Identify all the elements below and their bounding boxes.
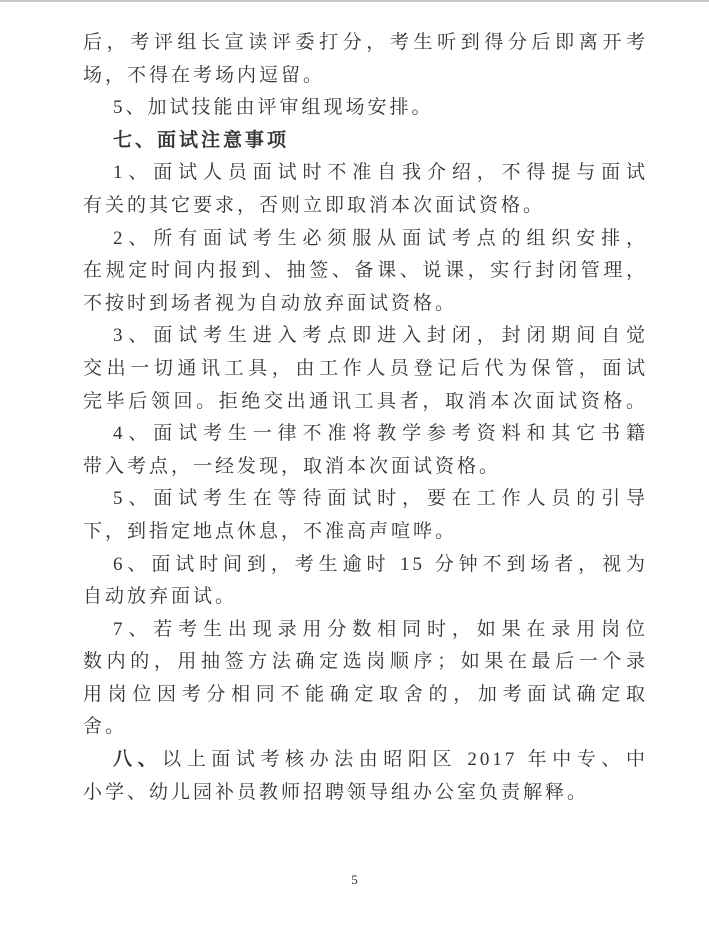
scan-top-edge: [0, 0, 709, 2]
text-segment: 5、加试技能由评审组现场安排。: [113, 97, 434, 119]
text-line: [83, 679, 648, 712]
text-line: [83, 418, 648, 451]
text-line: [83, 288, 648, 321]
text-line: [83, 516, 648, 549]
text-line: [83, 614, 648, 647]
text-line: [83, 157, 648, 190]
text-line: [83, 27, 648, 60]
text-segment: 下，到指定地点休息，不准高声喧哗。: [83, 520, 458, 542]
text-segment: 带入考点，一经发现，取消本次面试资格。: [83, 455, 502, 477]
text-segment: 1、面试人员面试时不准自我介绍，不得提与面试: [113, 162, 648, 184]
text-segment: 完毕后领回。拒绝交出通讯工具者，取消本次面试资格。: [83, 390, 648, 412]
text-segment: 自动放弃面试。: [83, 586, 238, 608]
text-segment: 5、面试考生在等待面试时，要在工作人员的引导: [113, 488, 648, 510]
text-line: [83, 451, 648, 484]
text-line: [83, 353, 648, 386]
text-segment-bold: 七、面试注意事项: [113, 129, 290, 151]
text-segment: 2、所有面试考生必须服从面试考点的组织安排，: [113, 227, 648, 249]
text-line: [83, 777, 648, 810]
text-segment: 以上面试考核办法由昭阳区 2017 年中专、中: [162, 749, 648, 771]
text-line: [83, 60, 648, 93]
text-segment: 7、若考生出现录用分数相同时，如果在录用岗位: [113, 618, 648, 640]
text-line: [83, 581, 648, 614]
text-segment: 用岗位因考分相同不能确定取舍的，加考面试确定取: [83, 683, 648, 705]
text-line: [83, 744, 648, 777]
text-line: [83, 125, 648, 158]
text-line: [83, 190, 648, 223]
text-segment: 场，不得在考场内逗留。: [83, 64, 326, 86]
text-segment: 3、面试考生进入考点即进入封闭，封闭期间自觉: [113, 325, 648, 347]
text-line: [83, 92, 648, 125]
text-line: [83, 646, 648, 679]
text-segment-bold: 八、: [113, 749, 163, 771]
text-segment: 不按时到场者视为自动放弃面试资格。: [83, 292, 458, 314]
text-line: [83, 223, 648, 256]
page-number: 5: [351, 872, 358, 887]
text-segment: 数内的，用抽签方法确定选岗顺序；如果在最后一个录: [83, 651, 648, 673]
text-segment: 交出一切通讯工具，由工作人员登记后代为保管，面试: [83, 357, 648, 379]
text-segment: 6、面试时间到，考生逾时 15 分钟不到场者，视为: [113, 553, 648, 575]
text-segment: 有关的其它要求，否则立即取消本次面试资格。: [83, 194, 546, 216]
text-line: [83, 320, 648, 353]
text-segment: 4、面试考生一律不准将教学参考资料和其它书籍: [113, 423, 648, 445]
text-segment: 在规定时间内报到、抽签、备课、说课，实行封闭管理，: [83, 260, 648, 282]
text-line: [83, 549, 648, 582]
text-segment: 舍。: [83, 716, 128, 738]
text-line: [83, 711, 648, 744]
text-line: [83, 483, 648, 516]
text-line: [83, 386, 648, 419]
text-segment: 后，考评组长宣读评委打分，考生听到得分后即离开考: [83, 32, 648, 53]
document-body: [83, 27, 648, 809]
text-line: [83, 255, 648, 288]
text-segment: 小学、幼儿园补员教师招聘领导组办公室负责解释。: [83, 781, 590, 803]
